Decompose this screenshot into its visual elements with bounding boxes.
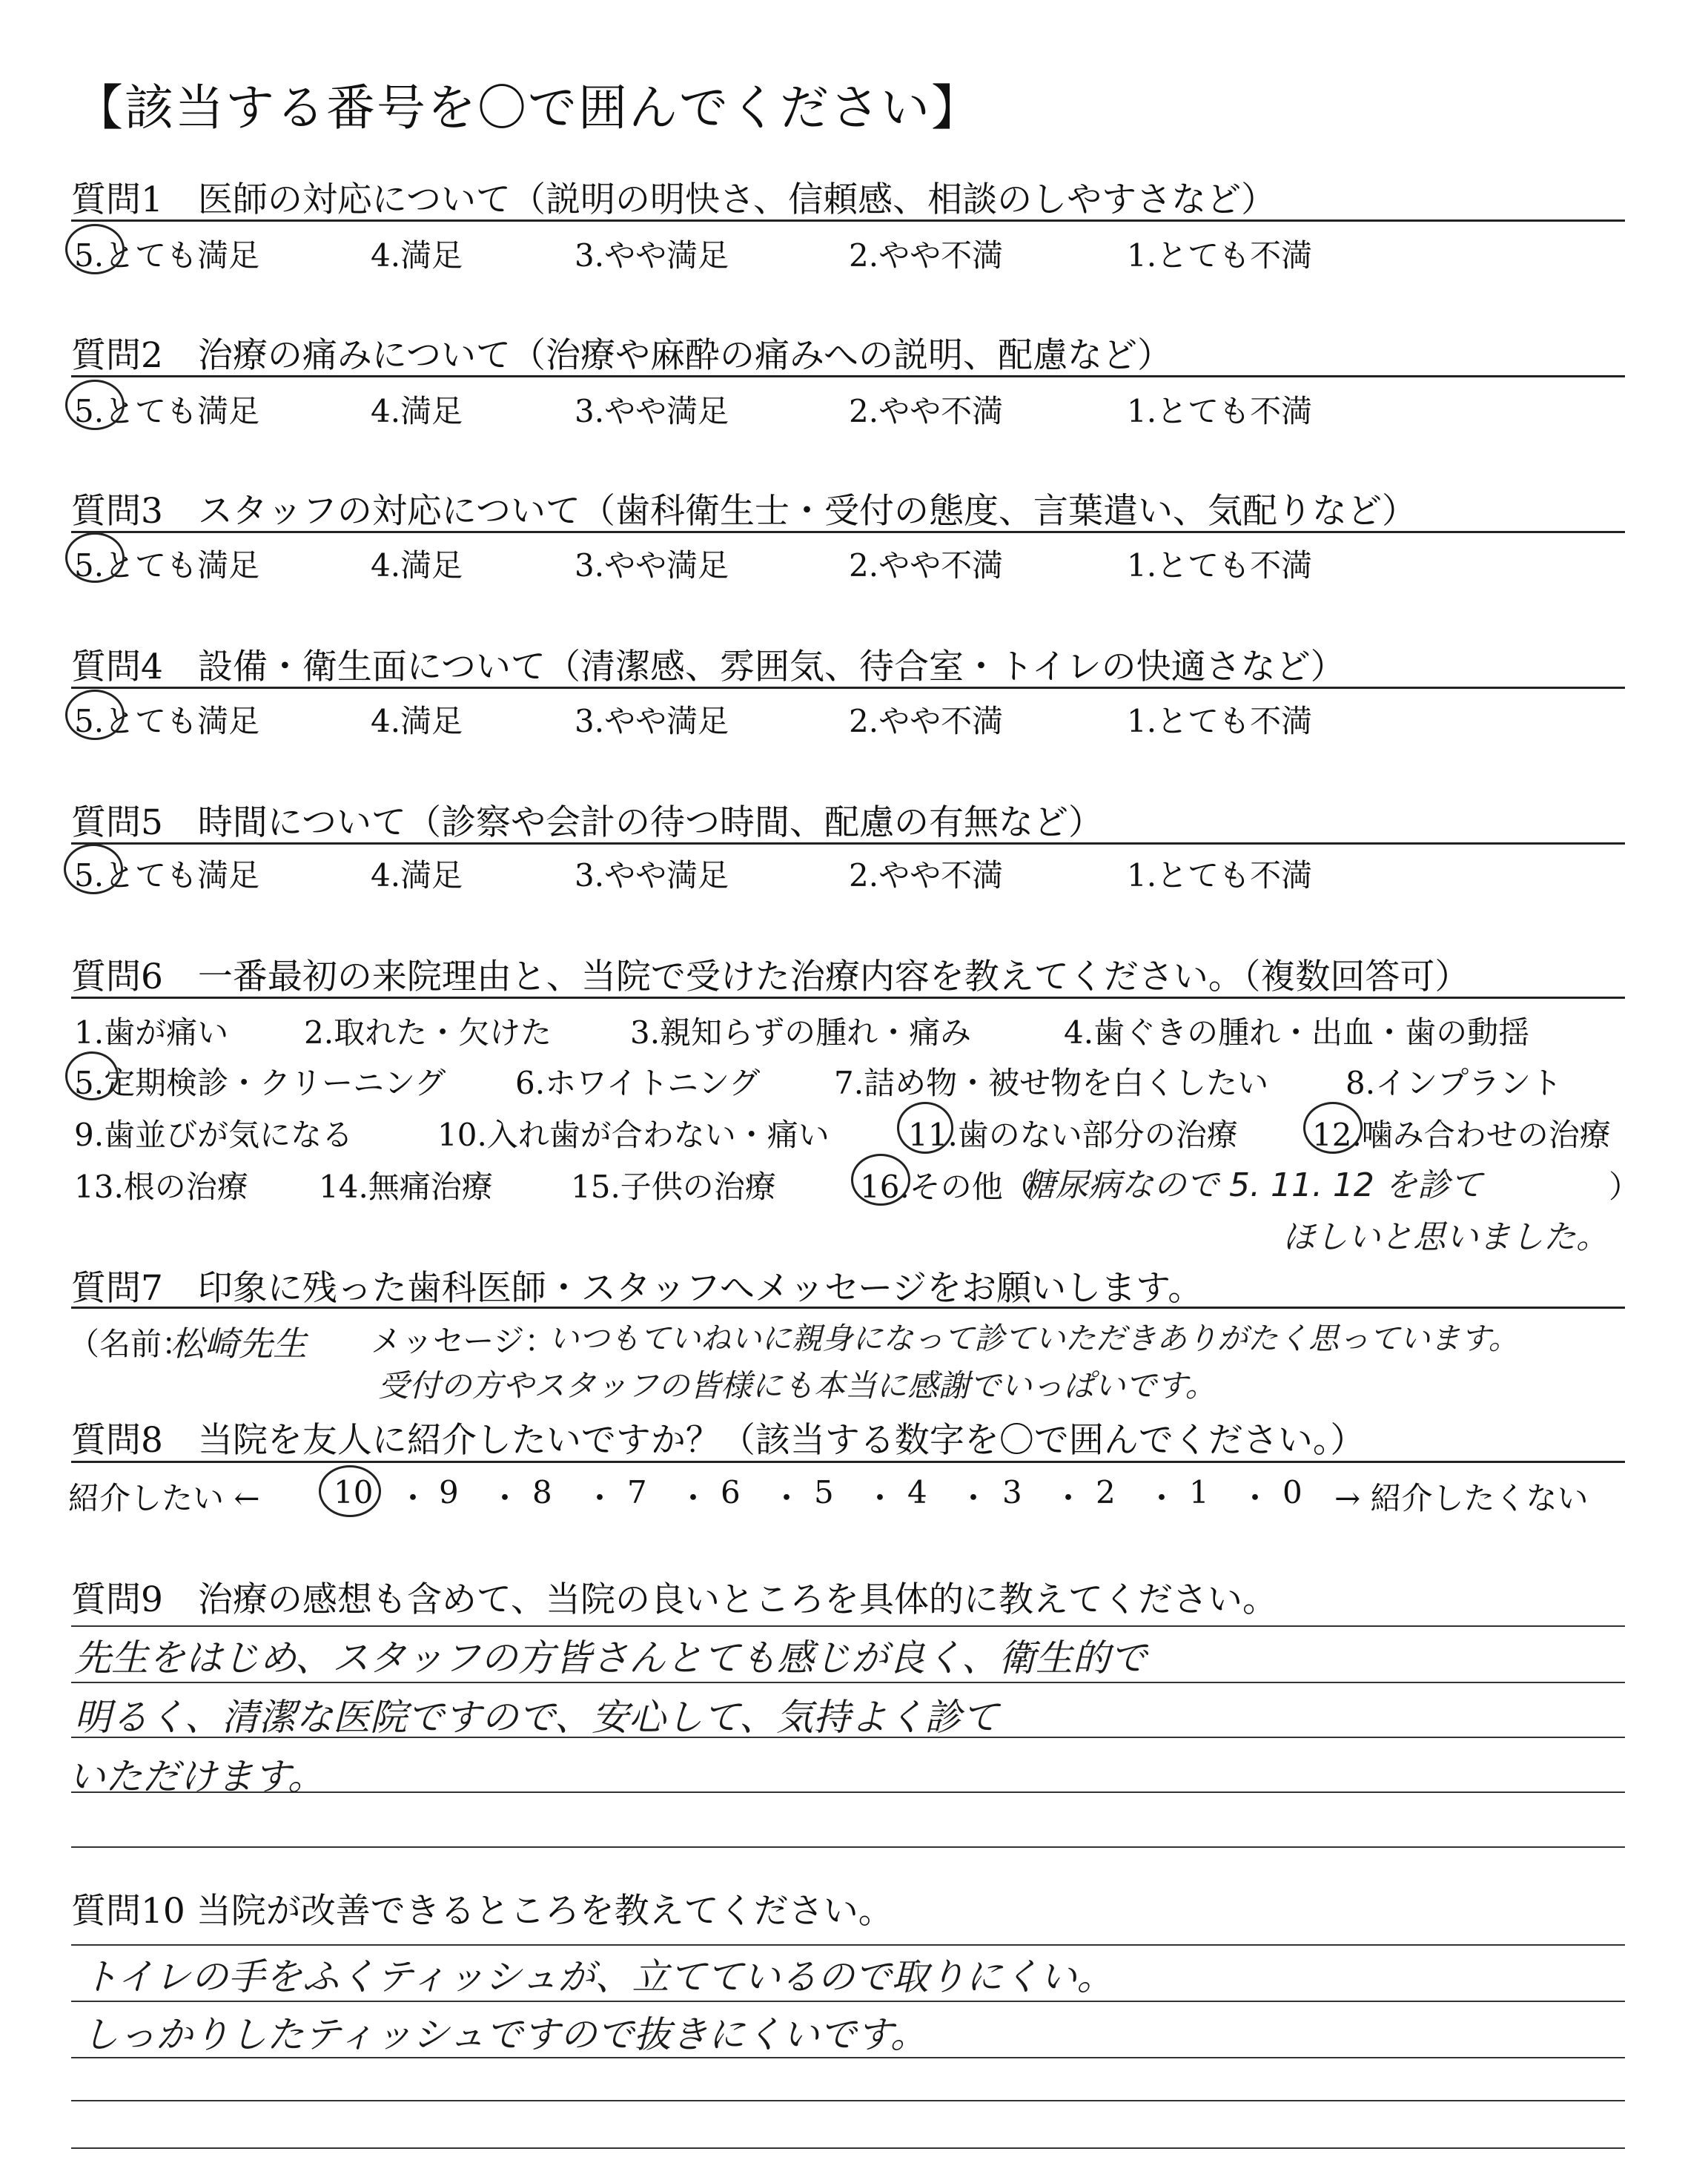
q3-option-4[interactable]: 4.満足 xyxy=(371,547,463,584)
q7-message-line-1: いつもていねいに親身になって診ていただきありがたく思っています。 xyxy=(549,1321,1519,1356)
q7-rule xyxy=(71,1307,1625,1309)
q6-circle-16 xyxy=(851,1154,910,1206)
q10-title: 質問10 当院が改善できるところを教えてください。 xyxy=(71,1891,893,1932)
q7-name-value: 松崎先生 xyxy=(171,1324,307,1364)
q10-line-rule xyxy=(71,2001,1625,2002)
q10-answer-line-1: トイレの手をふくティッシュが、立てているので取りにくい。 xyxy=(82,1955,1114,1998)
q1-option-4[interactable]: 4.満足 xyxy=(371,237,463,274)
q7-name-label: （名前： xyxy=(68,1326,193,1362)
q5-rule xyxy=(71,842,1625,845)
q2-option-5[interactable]: 5.とても満足 xyxy=(74,393,260,429)
q4-option-3[interactable]: 3.やや満足 xyxy=(575,703,729,739)
q2-option-3[interactable]: 3.やや満足 xyxy=(575,393,729,429)
q8-scale-9[interactable]: 9 xyxy=(439,1474,459,1510)
q6-option-10[interactable]: 10.入れ歯が合わない・痛い xyxy=(437,1117,830,1153)
q5-option-1[interactable]: 1.とても不満 xyxy=(1127,857,1313,894)
q8-scale-10[interactable]: 10 xyxy=(334,1474,374,1510)
q9-line-rule xyxy=(71,1625,1625,1627)
q6-option-7[interactable]: 7.詰め物・被せ物を白くしたい xyxy=(834,1065,1269,1101)
q1-option-2[interactable]: 2.やや不満 xyxy=(849,237,1004,274)
q8-scale-sep: ・ xyxy=(397,1480,429,1516)
q8-scale-8[interactable]: 8 xyxy=(532,1474,552,1510)
q8-selection-circle xyxy=(319,1465,381,1517)
q6-option-11[interactable]: 11.歯のない部分の治療 xyxy=(908,1117,1238,1153)
q6-option-5[interactable]: 5.定期検診・クリーニング xyxy=(74,1065,446,1101)
q1-option-3[interactable]: 3.やや満足 xyxy=(575,237,729,274)
q8-scale-sep: ・ xyxy=(771,1480,803,1516)
q1-title: 質問1 医師の対応について（説明の明快さ、信頼感、相談のしやすさなど） xyxy=(71,179,1277,220)
q2-option-2[interactable]: 2.やや不満 xyxy=(849,393,1004,429)
q6-other-text-1: 糖尿病なので 5. 11. 12 を診て xyxy=(1023,1166,1483,1204)
q6-option-12[interactable]: 12.噛み合わせの治療 xyxy=(1312,1117,1611,1153)
q5-option-2[interactable]: 2.やや不満 xyxy=(849,857,1004,894)
q6-option-8[interactable]: 8.インプラント xyxy=(1345,1065,1563,1101)
q9-answer-line-2: 明るく、清潔な医院ですので、安心して、気持よく診て xyxy=(74,1696,999,1739)
q5-option-5[interactable]: 5.とても満足 xyxy=(74,857,260,894)
q6-rule xyxy=(71,997,1625,999)
q8-scale-2[interactable]: 2 xyxy=(1096,1474,1116,1510)
q8-scale-7[interactable]: 7 xyxy=(627,1474,647,1510)
q2-title: 質問2 治療の痛みについて（治療や麻酔の痛みへの説明、配慮など） xyxy=(71,335,1173,376)
q2-option-1[interactable]: 1.とても不満 xyxy=(1127,393,1313,429)
q8-scale-sep: ・ xyxy=(1053,1480,1085,1516)
q8-scale-sep: ・ xyxy=(584,1480,616,1516)
q8-scale-5[interactable]: 5 xyxy=(814,1474,834,1510)
q4-option-5[interactable]: 5.とても満足 xyxy=(74,703,260,739)
q5-option-3[interactable]: 3.やや満足 xyxy=(575,857,729,894)
q4-rule xyxy=(71,687,1625,689)
q3-option-5[interactable]: 5.とても満足 xyxy=(74,547,260,584)
q8-scale-sep: ・ xyxy=(958,1480,990,1516)
q8-rule xyxy=(71,1461,1625,1463)
q2-selection-circle xyxy=(65,380,125,430)
q8-scale-1[interactable]: 1 xyxy=(1189,1474,1209,1510)
q1-selection-circle xyxy=(65,224,125,274)
q7-message-line-2: 受付の方やスタッフの皆様にも本当に感謝でいっぱいです。 xyxy=(378,1367,1217,1404)
q6-circle-11 xyxy=(897,1102,953,1154)
q10-line-rule xyxy=(71,1944,1625,1946)
q3-option-1[interactable]: 1.とても不満 xyxy=(1127,547,1313,584)
q8-scale-sep: ・ xyxy=(864,1480,896,1516)
q6-circle-12 xyxy=(1303,1102,1363,1154)
q9-line-rule xyxy=(71,1846,1625,1848)
q8-scale-sep: ・ xyxy=(489,1480,521,1516)
q8-scale-sep: ・ xyxy=(678,1480,709,1516)
q6-option-4[interactable]: 4.歯ぐきの腫れ・出血・歯の動揺 xyxy=(1064,1014,1530,1051)
q2-option-4[interactable]: 4.満足 xyxy=(371,393,463,429)
q1-rule xyxy=(71,219,1625,222)
q7-title: 質問7 印象に残った歯科医師・スタッフへメッセージをお願いします。 xyxy=(71,1268,1203,1309)
q5-option-4[interactable]: 4.満足 xyxy=(371,857,463,894)
q3-title: 質問3 スタッフの対応について（歯科衛生士・受付の態度、言葉遣い、気配りなど） xyxy=(71,491,1417,532)
q4-option-2[interactable]: 2.やや不満 xyxy=(849,703,1004,739)
q2-rule xyxy=(71,375,1625,377)
q6-option-9[interactable]: 9.歯並びが気になる xyxy=(74,1117,354,1153)
q6-option-13[interactable]: 13.根の治療 xyxy=(74,1169,248,1205)
q5-title: 質問5 時間について（診察や会計の待つ時間、配慮の有無など） xyxy=(71,802,1103,843)
q9-title: 質問9 治療の感想も含めて、当院の良いところを具体的に教えてください。 xyxy=(71,1579,1277,1620)
q7-message-label: メッセージ： xyxy=(371,1323,556,1359)
q8-scale-4[interactable]: 4 xyxy=(907,1474,927,1510)
q6-option-2[interactable]: 2.取れた・欠けた xyxy=(304,1014,552,1051)
q3-selection-circle xyxy=(65,532,125,583)
q8-scale-0[interactable]: 0 xyxy=(1282,1474,1302,1510)
q6-other-close: ） xyxy=(1609,1169,1641,1205)
q9-answer-line-3: いただけます。 xyxy=(68,1755,325,1798)
q6-other-text-2: ほしいと思いました。 xyxy=(1282,1218,1609,1256)
q6-option-6[interactable]: 6.ホワイトニング xyxy=(515,1065,761,1101)
q4-selection-circle xyxy=(65,690,125,740)
q10-line-rule xyxy=(71,2100,1625,2101)
q6-circle-5 xyxy=(65,1051,119,1100)
q8-scale-sep: ・ xyxy=(1146,1480,1178,1516)
q3-option-2[interactable]: 2.やや不満 xyxy=(849,547,1004,584)
q10-answer-line-2: しっかりしたティッシュですので抜きにくいです。 xyxy=(82,2013,927,2056)
q8-left-label: 紹介したい ← xyxy=(68,1480,260,1516)
q6-option-3[interactable]: 3.親知らずの腫れ・痛み xyxy=(630,1014,972,1051)
page-heading: 【該当する番号を〇で囲んでください】 xyxy=(74,79,982,136)
q8-right-label: → 紹介したくない xyxy=(1334,1480,1589,1516)
q6-option-14[interactable]: 14.無痛治療 xyxy=(319,1169,493,1205)
q4-option-1[interactable]: 1.とても不満 xyxy=(1127,703,1313,739)
q6-option-15[interactable]: 15.子供の治療 xyxy=(571,1169,776,1205)
q8-scale-3[interactable]: 3 xyxy=(1002,1474,1022,1510)
q3-option-3[interactable]: 3.やや満足 xyxy=(575,547,729,584)
q5-selection-circle xyxy=(64,844,123,894)
q3-rule xyxy=(71,531,1625,533)
q9-line-rule xyxy=(71,1682,1625,1683)
q8-scale-6[interactable]: 6 xyxy=(721,1474,741,1510)
q6-option-1[interactable]: 1.歯が痛い xyxy=(74,1014,229,1051)
q10-line-rule xyxy=(71,2147,1625,2149)
q9-answer-line-1: 先生をはじめ、スタッフの方皆さんとても感じが良く、衛生的で xyxy=(74,1636,1147,1680)
q6-option-16[interactable]: 16.その他（ xyxy=(860,1169,1034,1205)
q1-option-1[interactable]: 1.とても不満 xyxy=(1127,237,1313,274)
q8-scale-sep: ・ xyxy=(1239,1480,1271,1516)
q1-option-5[interactable]: 5.とても満足 xyxy=(74,237,260,274)
q6-title: 質問6 一番最初の来院理由と、当院で受けた治療内容を教えてください。（複数回答可） xyxy=(71,957,1470,997)
q4-option-4[interactable]: 4.満足 xyxy=(371,703,463,739)
q8-title: 質問8 当院を友人に紹介したいですか？（該当する数字を〇で囲んでください。） xyxy=(71,1420,1366,1461)
q4-title: 質問4 設備・衛生面について（清潔感、雰囲気、待合室・トイレの快適さなど） xyxy=(71,647,1345,687)
